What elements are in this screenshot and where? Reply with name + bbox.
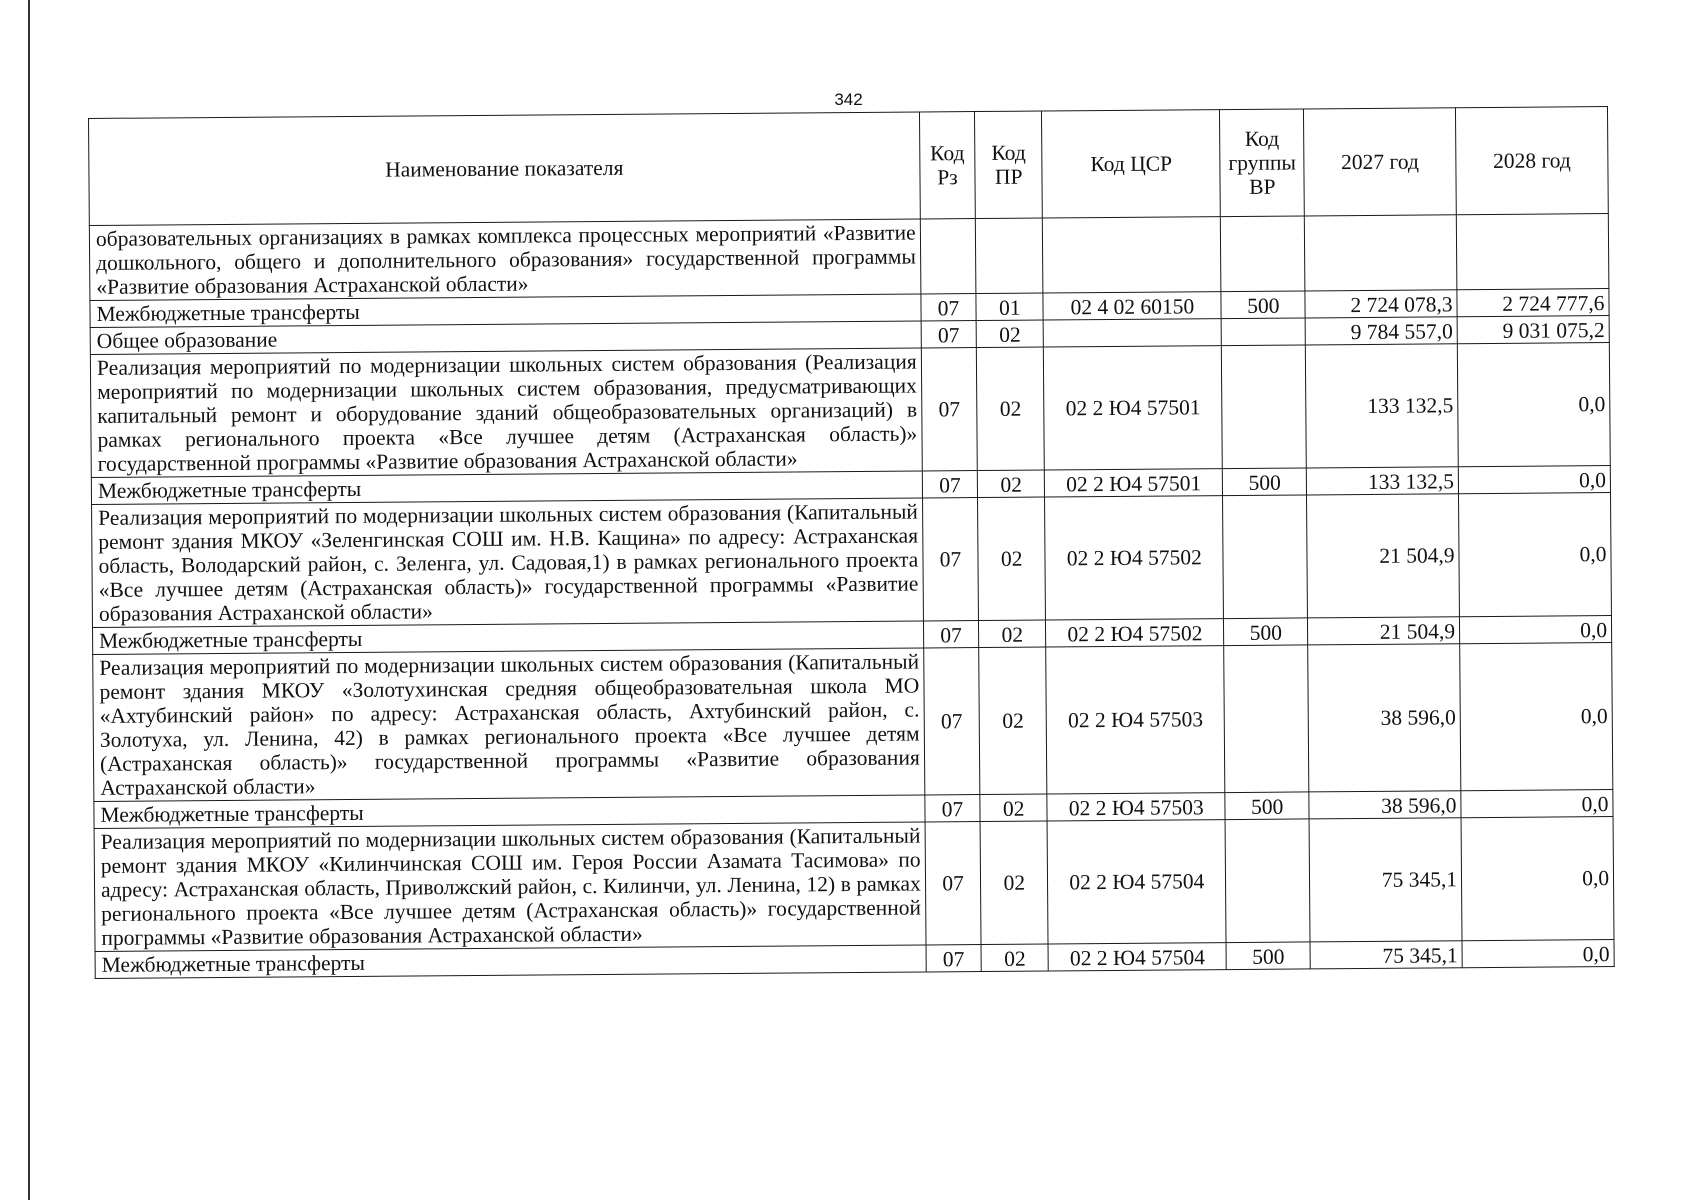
row-csr: 02 2 Ю4 57503 — [1046, 646, 1225, 794]
row-csr: 02 2 Ю4 57502 — [1045, 496, 1224, 620]
row-pr: 02 — [980, 794, 1047, 822]
row-vr — [1225, 819, 1310, 943]
row-2027: 133 132,5 — [1306, 467, 1458, 495]
row-2027: 75 345,1 — [1309, 818, 1462, 942]
row-name: Межбюджетные трансферты — [90, 294, 921, 328]
header-vr: Код группы ВР — [1220, 109, 1305, 217]
row-pr: 02 — [976, 320, 1043, 348]
header-2028: 2028 год — [1456, 107, 1609, 215]
table-row — [89, 214, 1609, 301]
row-vr: 500 — [1221, 291, 1305, 319]
row-2028: 9 031 075,2 — [1457, 316, 1609, 344]
row-2028: 0,0 — [1461, 790, 1613, 818]
row-vr: 500 — [1226, 942, 1310, 970]
table-row — [92, 493, 1612, 628]
header-pr: Код ПР — [975, 111, 1043, 219]
header-rz: Код Рз — [919, 112, 975, 219]
row-vr — [1224, 645, 1309, 793]
row-name: образовательных организациях в рамках комплекса процессных мероприятий «Развитие дошкольного, общего и дополнительного образования» государственной программы «Развитие образования Астраханской области» — [89, 219, 920, 301]
row-name: Межбюджетные трансферты — [91, 471, 922, 505]
row-2027: 38 596,0 — [1309, 791, 1461, 819]
row-name: Межбюджетные трансферты — [95, 945, 926, 979]
row-2028: 2 724 777,6 — [1457, 289, 1609, 317]
row-csr: 02 2 Ю4 57504 — [1048, 943, 1226, 971]
row-name: Межбюджетные трансферты — [94, 795, 925, 829]
row-2028: 0,0 — [1459, 493, 1612, 617]
row-2028: 0,0 — [1460, 643, 1613, 791]
row-csr — [1043, 217, 1222, 293]
row-vr — [1221, 318, 1305, 346]
row-2027: 133 132,5 — [1305, 344, 1458, 468]
row-2027: 21 504,9 — [1308, 617, 1460, 645]
row-pr: 02 — [979, 647, 1047, 795]
row-pr: 02 — [978, 470, 1045, 498]
row-csr — [1043, 319, 1221, 347]
row-rz: 07 — [922, 471, 978, 498]
row-2027 — [1304, 215, 1456, 291]
row-pr: 02 — [981, 944, 1048, 972]
row-2028: 0,0 — [1462, 940, 1614, 968]
row-2028: 0,0 — [1457, 343, 1610, 467]
row-csr: 02 2 Ю4 57501 — [1045, 469, 1223, 497]
row-name: Реализация мероприятий по модернизации школьных систем образования (Капитальный ремонт здания МКОУ «Золотухинская средняя общеобразовательная школа МО «Ахтубинский район» по адресу: Астраханская область, Ахтубинский район, с. Золотуха, ул. Ленина, 42) в рамках регионального проекта «Все лучшее детям (Астраханская область)» государственной программы «Развитие образования Астраханской области» — [93, 648, 925, 802]
row-name: Общее образование — [90, 321, 921, 355]
table-row — [90, 343, 1610, 478]
row-2028: 0,0 — [1458, 466, 1610, 494]
row-csr: 02 2 Ю4 57501 — [1044, 346, 1223, 470]
row-rz: 07 — [925, 822, 981, 945]
table-row — [93, 643, 1613, 802]
page-number: 342 — [834, 90, 863, 109]
row-rz: 07 — [926, 945, 982, 972]
row-rz: 07 — [923, 621, 979, 648]
row-vr: 500 — [1223, 468, 1307, 496]
row-rz: 07 — [921, 321, 977, 348]
row-rz: 07 — [922, 498, 978, 621]
row-csr: 02 4 02 60150 — [1043, 292, 1221, 320]
row-pr: 01 — [976, 293, 1043, 321]
row-2028: 0,0 — [1461, 817, 1614, 941]
row-vr: 500 — [1225, 792, 1309, 820]
row-2027: 2 724 078,3 — [1305, 290, 1457, 318]
row-csr: 02 2 Ю4 57504 — [1047, 820, 1226, 944]
row-pr: 02 — [978, 497, 1046, 621]
header-2027: 2027 год — [1304, 108, 1457, 216]
table-header-row — [89, 107, 1609, 226]
row-vr — [1222, 345, 1307, 469]
row-2027: 21 504,9 — [1307, 494, 1460, 618]
row-pr: 02 — [977, 347, 1045, 471]
row-name: Межбюджетные трансферты — [93, 621, 924, 655]
row-2027: 38 596,0 — [1308, 644, 1461, 792]
budget-table — [88, 106, 1615, 979]
binding-margin-line — [28, 0, 30, 1200]
table-row — [94, 817, 1614, 952]
row-rz — [920, 219, 976, 294]
row-pr — [976, 218, 1044, 294]
row-rz: 07 — [921, 294, 977, 321]
budget-table-sheet — [88, 106, 1615, 979]
row-csr: 02 2 Ю4 57502 — [1046, 619, 1224, 647]
header-csr: Код ЦСР — [1042, 110, 1221, 218]
row-vr — [1221, 216, 1305, 292]
row-rz: 07 — [925, 795, 981, 822]
row-csr: 02 2 Ю4 57503 — [1047, 793, 1225, 821]
row-2028: 0,0 — [1460, 616, 1612, 644]
row-name: Реализация мероприятий по модернизации школьных систем образования (Реализация мероприятий по модернизации школьных систем образования, предусматривающих капитальный ремонт и оборудование зданий общеобразовательных организаций) в рамках регионального проекта «Все лучшее детям (Астраханская область)» государственной программы «Развитие образования Астраханской области» — [90, 348, 922, 478]
row-rz: 07 — [921, 348, 977, 471]
row-2028 — [1456, 214, 1609, 290]
row-rz: 07 — [923, 648, 980, 795]
row-name: Реализация мероприятий по модернизации школьных систем образования (Капитальный ремонт здания МКОУ «Килинчинская СОШ им. Героя России Азамата Тасимова» по адресу: Астраханская область, Приволжский район, с. Килинчи, ул. Ленина, 12) в рамках регионального проекта «Все лучшее детям (Астраханская область)» государственной программы «Развитие образования Астраханской области» — [94, 822, 926, 952]
header-name: Наименование показателя — [89, 112, 921, 226]
row-name: Реализация мероприятий по модернизации школьных систем образования (Капитальный ремонт здания МКОУ «Зеленгинская СОШ им. Н.В. Кащина» по адресу: Астраханская область, Володарский район, с. Зеленга, ул. Садовая,1) в рамках регионального проекта «Все лучшее детям (Астраханская область)» государственной программы «Развитие образования Астраханской области» — [92, 498, 924, 628]
row-vr: 500 — [1224, 618, 1308, 646]
row-pr: 02 — [979, 620, 1046, 648]
row-vr — [1223, 495, 1308, 619]
row-2027: 75 345,1 — [1310, 941, 1462, 969]
row-pr: 02 — [980, 821, 1048, 945]
row-2027: 9 784 557,0 — [1305, 317, 1457, 345]
